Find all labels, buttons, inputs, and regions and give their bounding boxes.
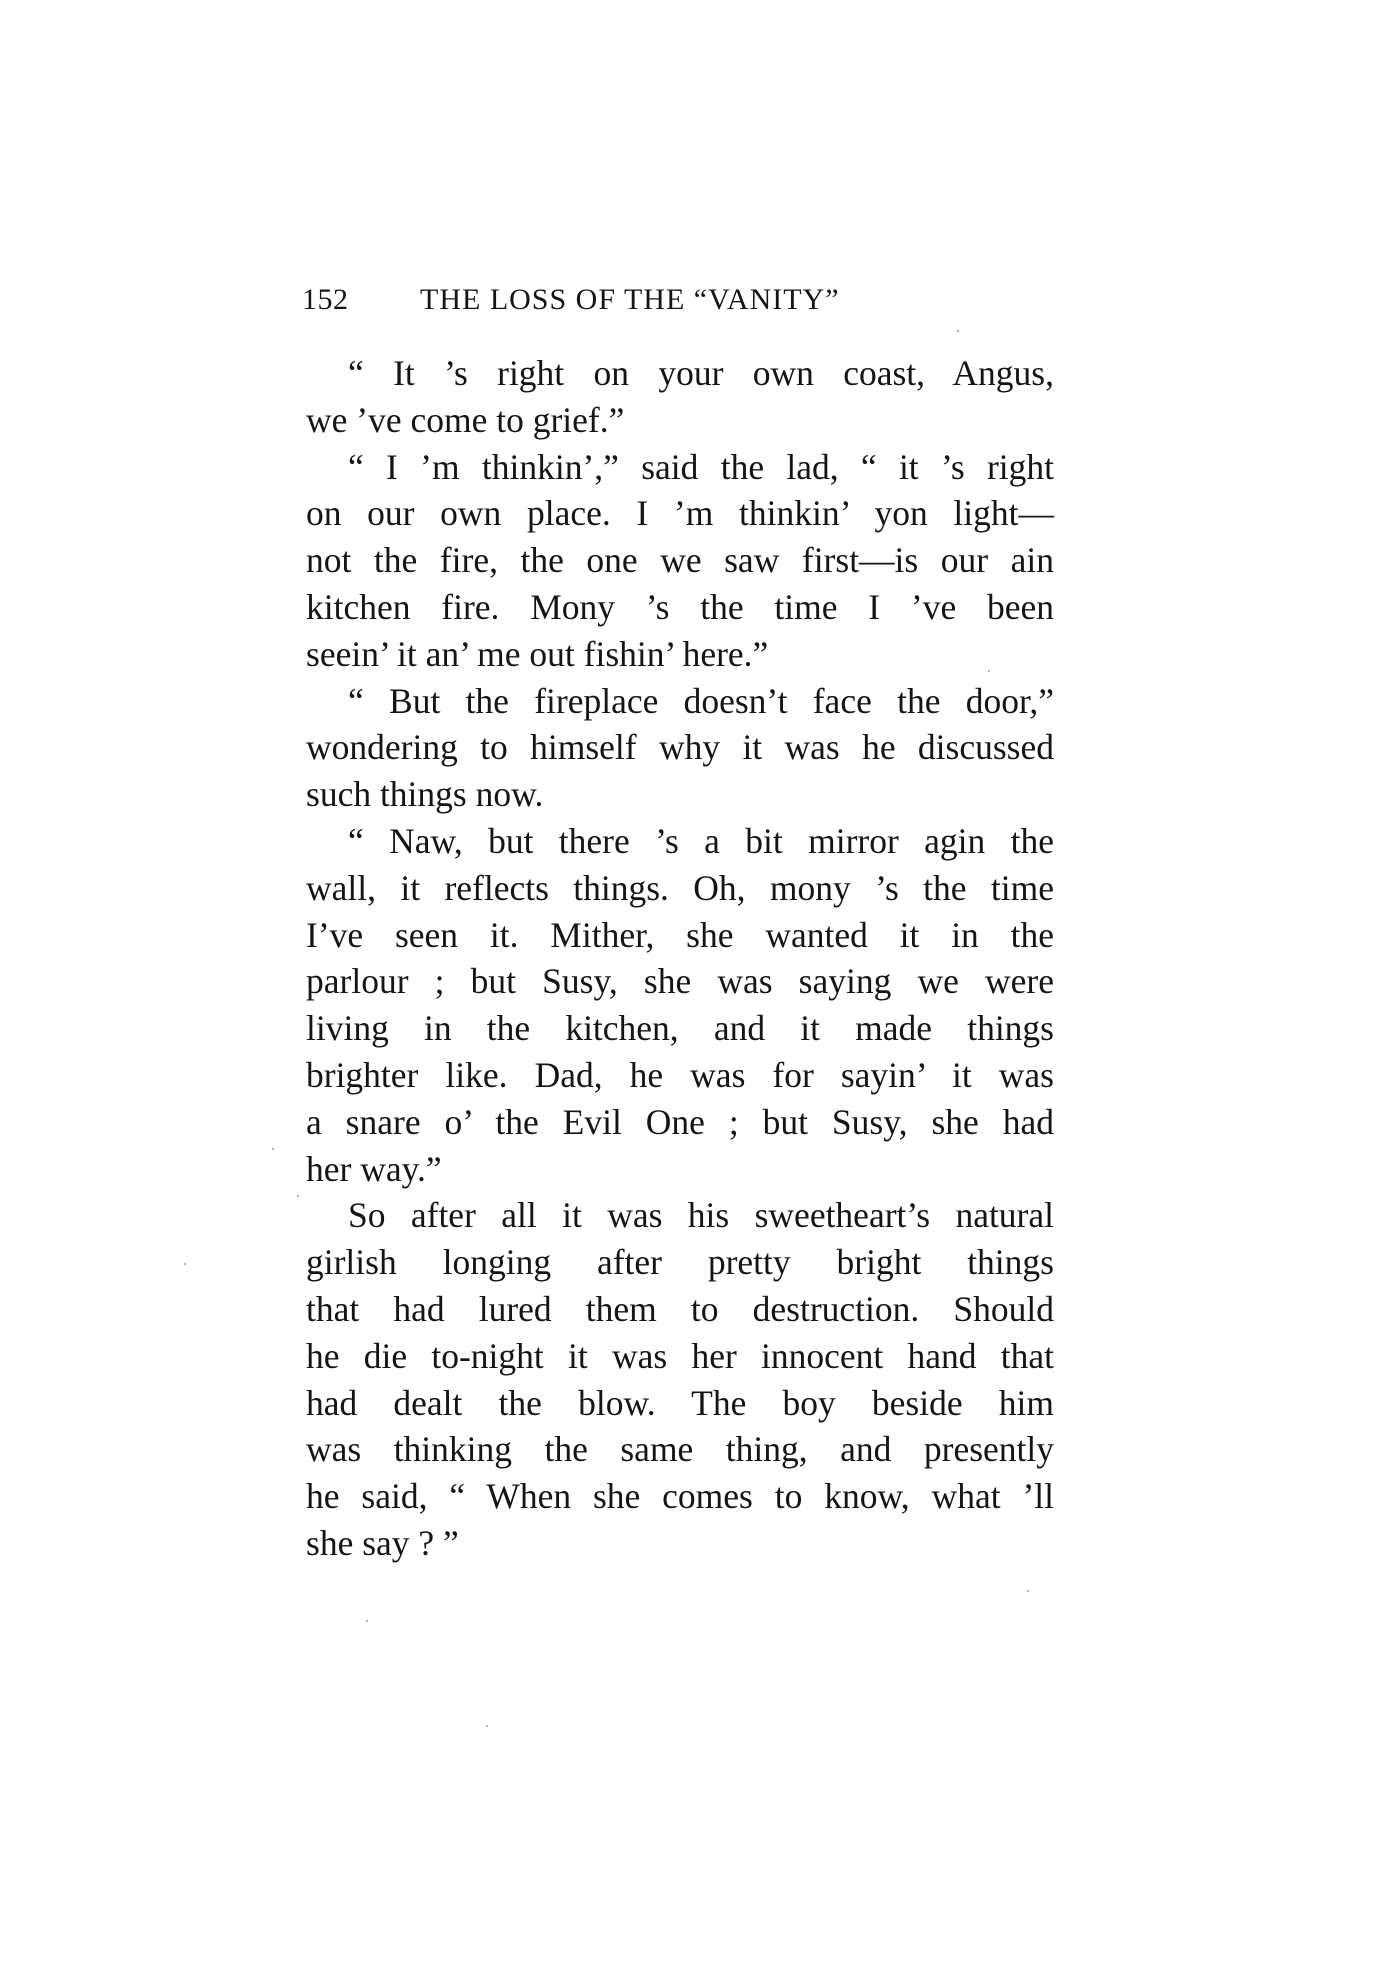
text-line: that had lured them to destruction. Should [306, 1288, 1054, 1329]
text-line: “ It ’s right on your own coast, Angus, [348, 353, 1054, 393]
text-line: had dealt the blow. The boy beside him [306, 1382, 1054, 1423]
text-line: on our own place. I ’m thinkin’ yon light— [306, 493, 1054, 534]
text-line: her way.” [306, 1148, 442, 1189]
text-line: “ I ’m thinkin’,” said the lad, “ it ’s right [348, 446, 1054, 487]
text-line: I’ve seen it. Mither, she wanted it in the [306, 914, 1054, 955]
text-line: such things now. [306, 774, 544, 815]
text-line: brighter like. Dad, he was for sayin’ it was [306, 1054, 1054, 1095]
text-line: wondering to himself why it was he discussed [306, 727, 1054, 768]
page-number: 152 [302, 283, 349, 316]
body-text [306, 350, 1054, 1567]
paper-speck [272, 1148, 274, 1150]
text-line: was thinking the same thing, and presently [306, 1429, 1054, 1470]
paper-speck [297, 1195, 299, 1197]
text-line: wall, it reflects things. Oh, mony ’s the time [306, 867, 1054, 908]
text-line: So after all it was his sweetheart’s natural [348, 1195, 1054, 1236]
text-line: girlish longing after pretty bright things [306, 1242, 1054, 1283]
text-line: a snare o’ the Evil One ; but Susy, she had [306, 1101, 1054, 1142]
paper-speck [988, 670, 990, 672]
text-line: he said, “ When she comes to know, what ’ll [306, 1476, 1054, 1517]
text-line: kitchen fire. Mony ’s the time I ’ve been [306, 586, 1054, 627]
paper-speck [486, 1725, 488, 1727]
paper-speck [957, 330, 959, 332]
text-line: “ But the fireplace doesn’t face the door,” [348, 680, 1054, 721]
paper-speck [184, 1263, 186, 1265]
text-line: he die to-night it was her innocent hand that [306, 1335, 1054, 1376]
text-line: parlour ; but Susy, she was saying we were [306, 961, 1054, 1002]
running-title: THE LOSS OF THE “VANITY” [420, 283, 840, 316]
text-line: she say ? ” [306, 1522, 459, 1563]
text-line: not the fire, the one we saw first—is our ain [306, 540, 1054, 581]
running-head [302, 280, 1052, 320]
text-line: “ Naw, but there ’s a bit mirror agin the [348, 820, 1054, 861]
paper-speck [1027, 1590, 1029, 1592]
paper-speck [366, 1620, 368, 1622]
text-line: we ’ve come to grief.” [306, 399, 625, 440]
text-line: living in the kitchen, and it made things [306, 1008, 1054, 1049]
text-line: seein’ it an’ me out fishin’ here.” [306, 633, 769, 674]
